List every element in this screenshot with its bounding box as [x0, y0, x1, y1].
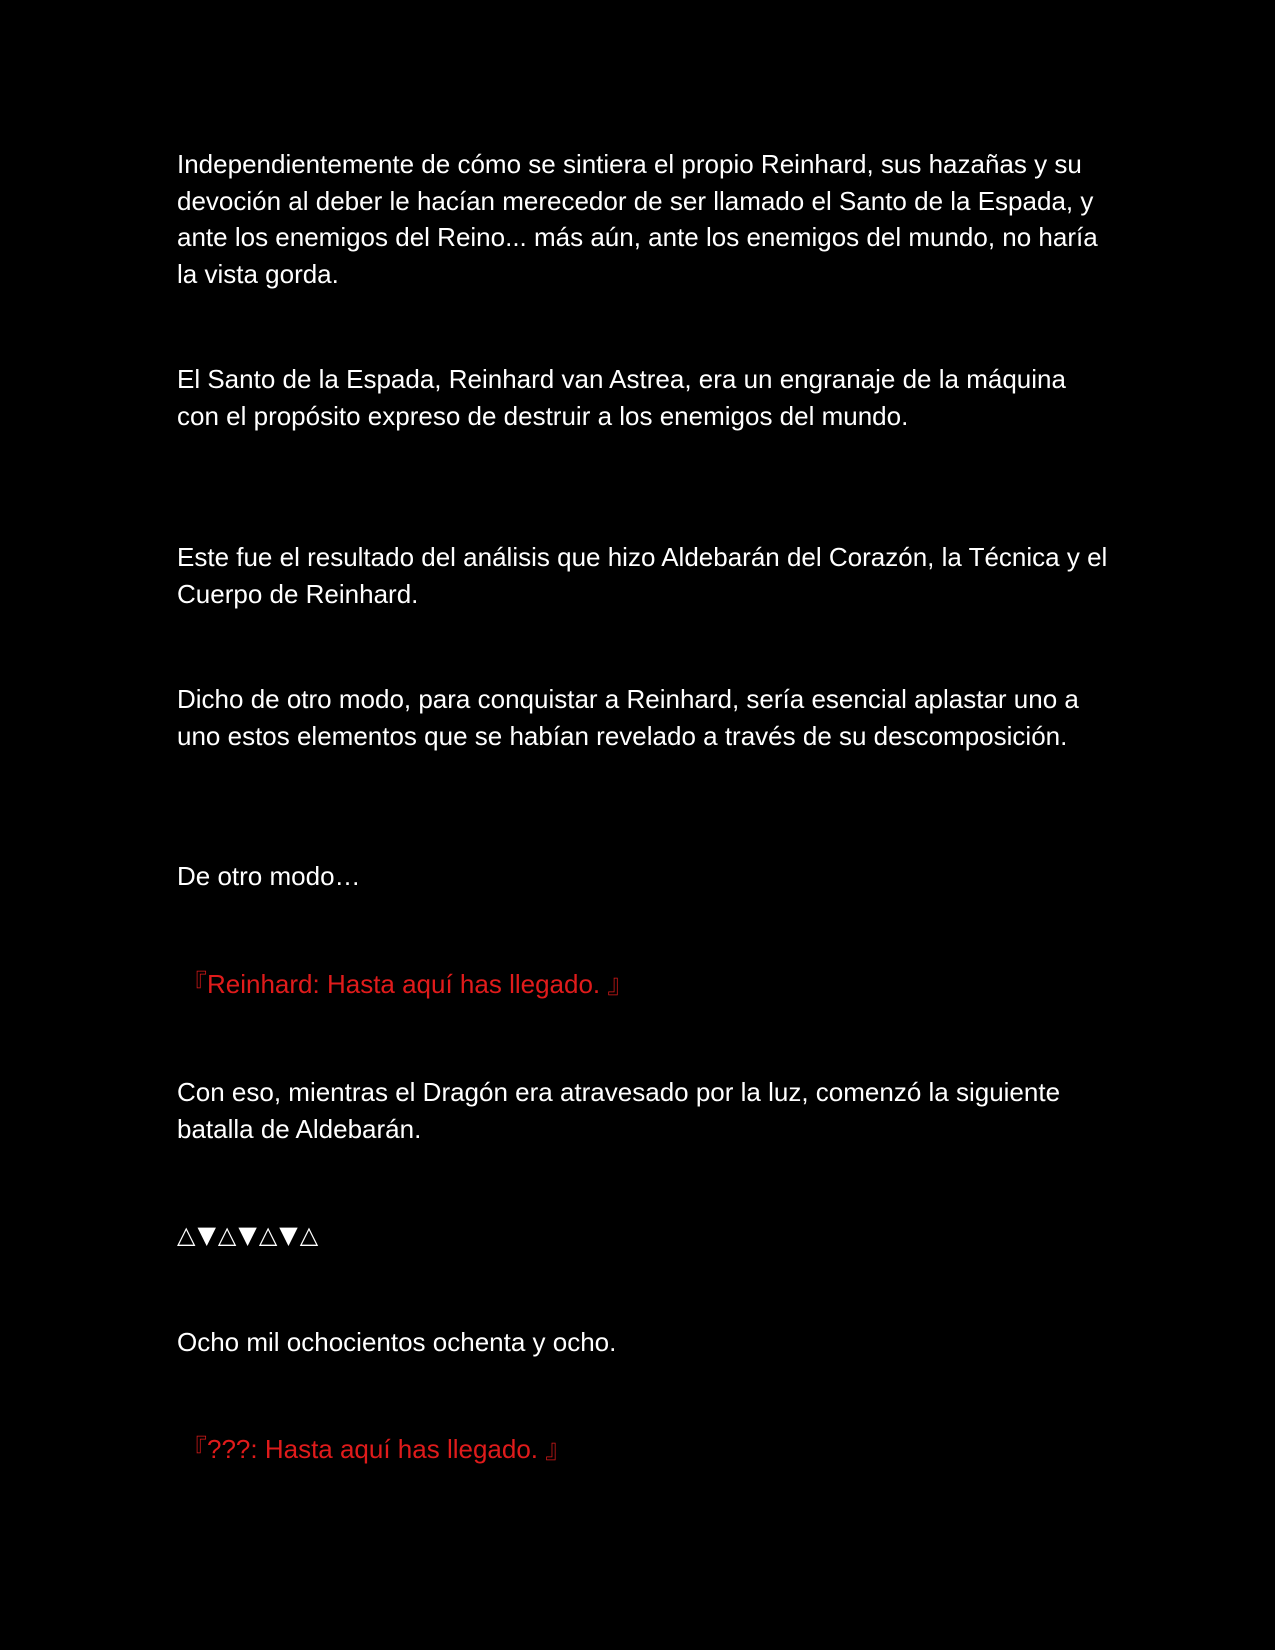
dialogue-unknown: 『???: Hasta aquí has llegado. 』 [181, 1434, 572, 1464]
paragraph-count: Ocho mil ochocientos ochenta y ocho. [177, 1327, 617, 1357]
paragraph-de-otro-modo: De otro modo… [177, 861, 361, 891]
dialogue-reinhard: 『Reinhard: Hasta aquí has llegado. 』 [181, 969, 634, 999]
scene-separator: △▼△▼△▼△ [177, 1221, 321, 1249]
paragraph-conquer-reinhard: Dicho de otro modo, para conquistar a Reinhard, sería esencial aplastar uno a uno estos elementos que se habían revelado a través de su descomposición. [177, 684, 1079, 751]
paragraph-analysis-result: Este fue el resultado del análisis que hizo Aldebarán del Corazón, la Técnica y el Cuerpo de Reinhard. [177, 542, 1108, 609]
paragraph-next-battle: Con eso, mientras el Dragón era atravesado por la luz, comenzó la siguiente batalla de Aldebarán. [177, 1077, 1061, 1144]
paragraph-reinhard-devotion: Independientemente de cómo se sintiera el propio Reinhard, sus hazañas y su devoción al deber le hacían merecedor de ser llamado el Santo de la Espada, y ante los enemigos del Reino... más aún, ante los enemigos del mundo, no haría la vista gorda. [177, 149, 1098, 289]
paragraph-sword-saint-machine: El Santo de la Espada, Reinhard van Astrea, era un engranaje de la máquina con el propósito expreso de destruir a los enemigos del mundo. [177, 364, 1066, 431]
